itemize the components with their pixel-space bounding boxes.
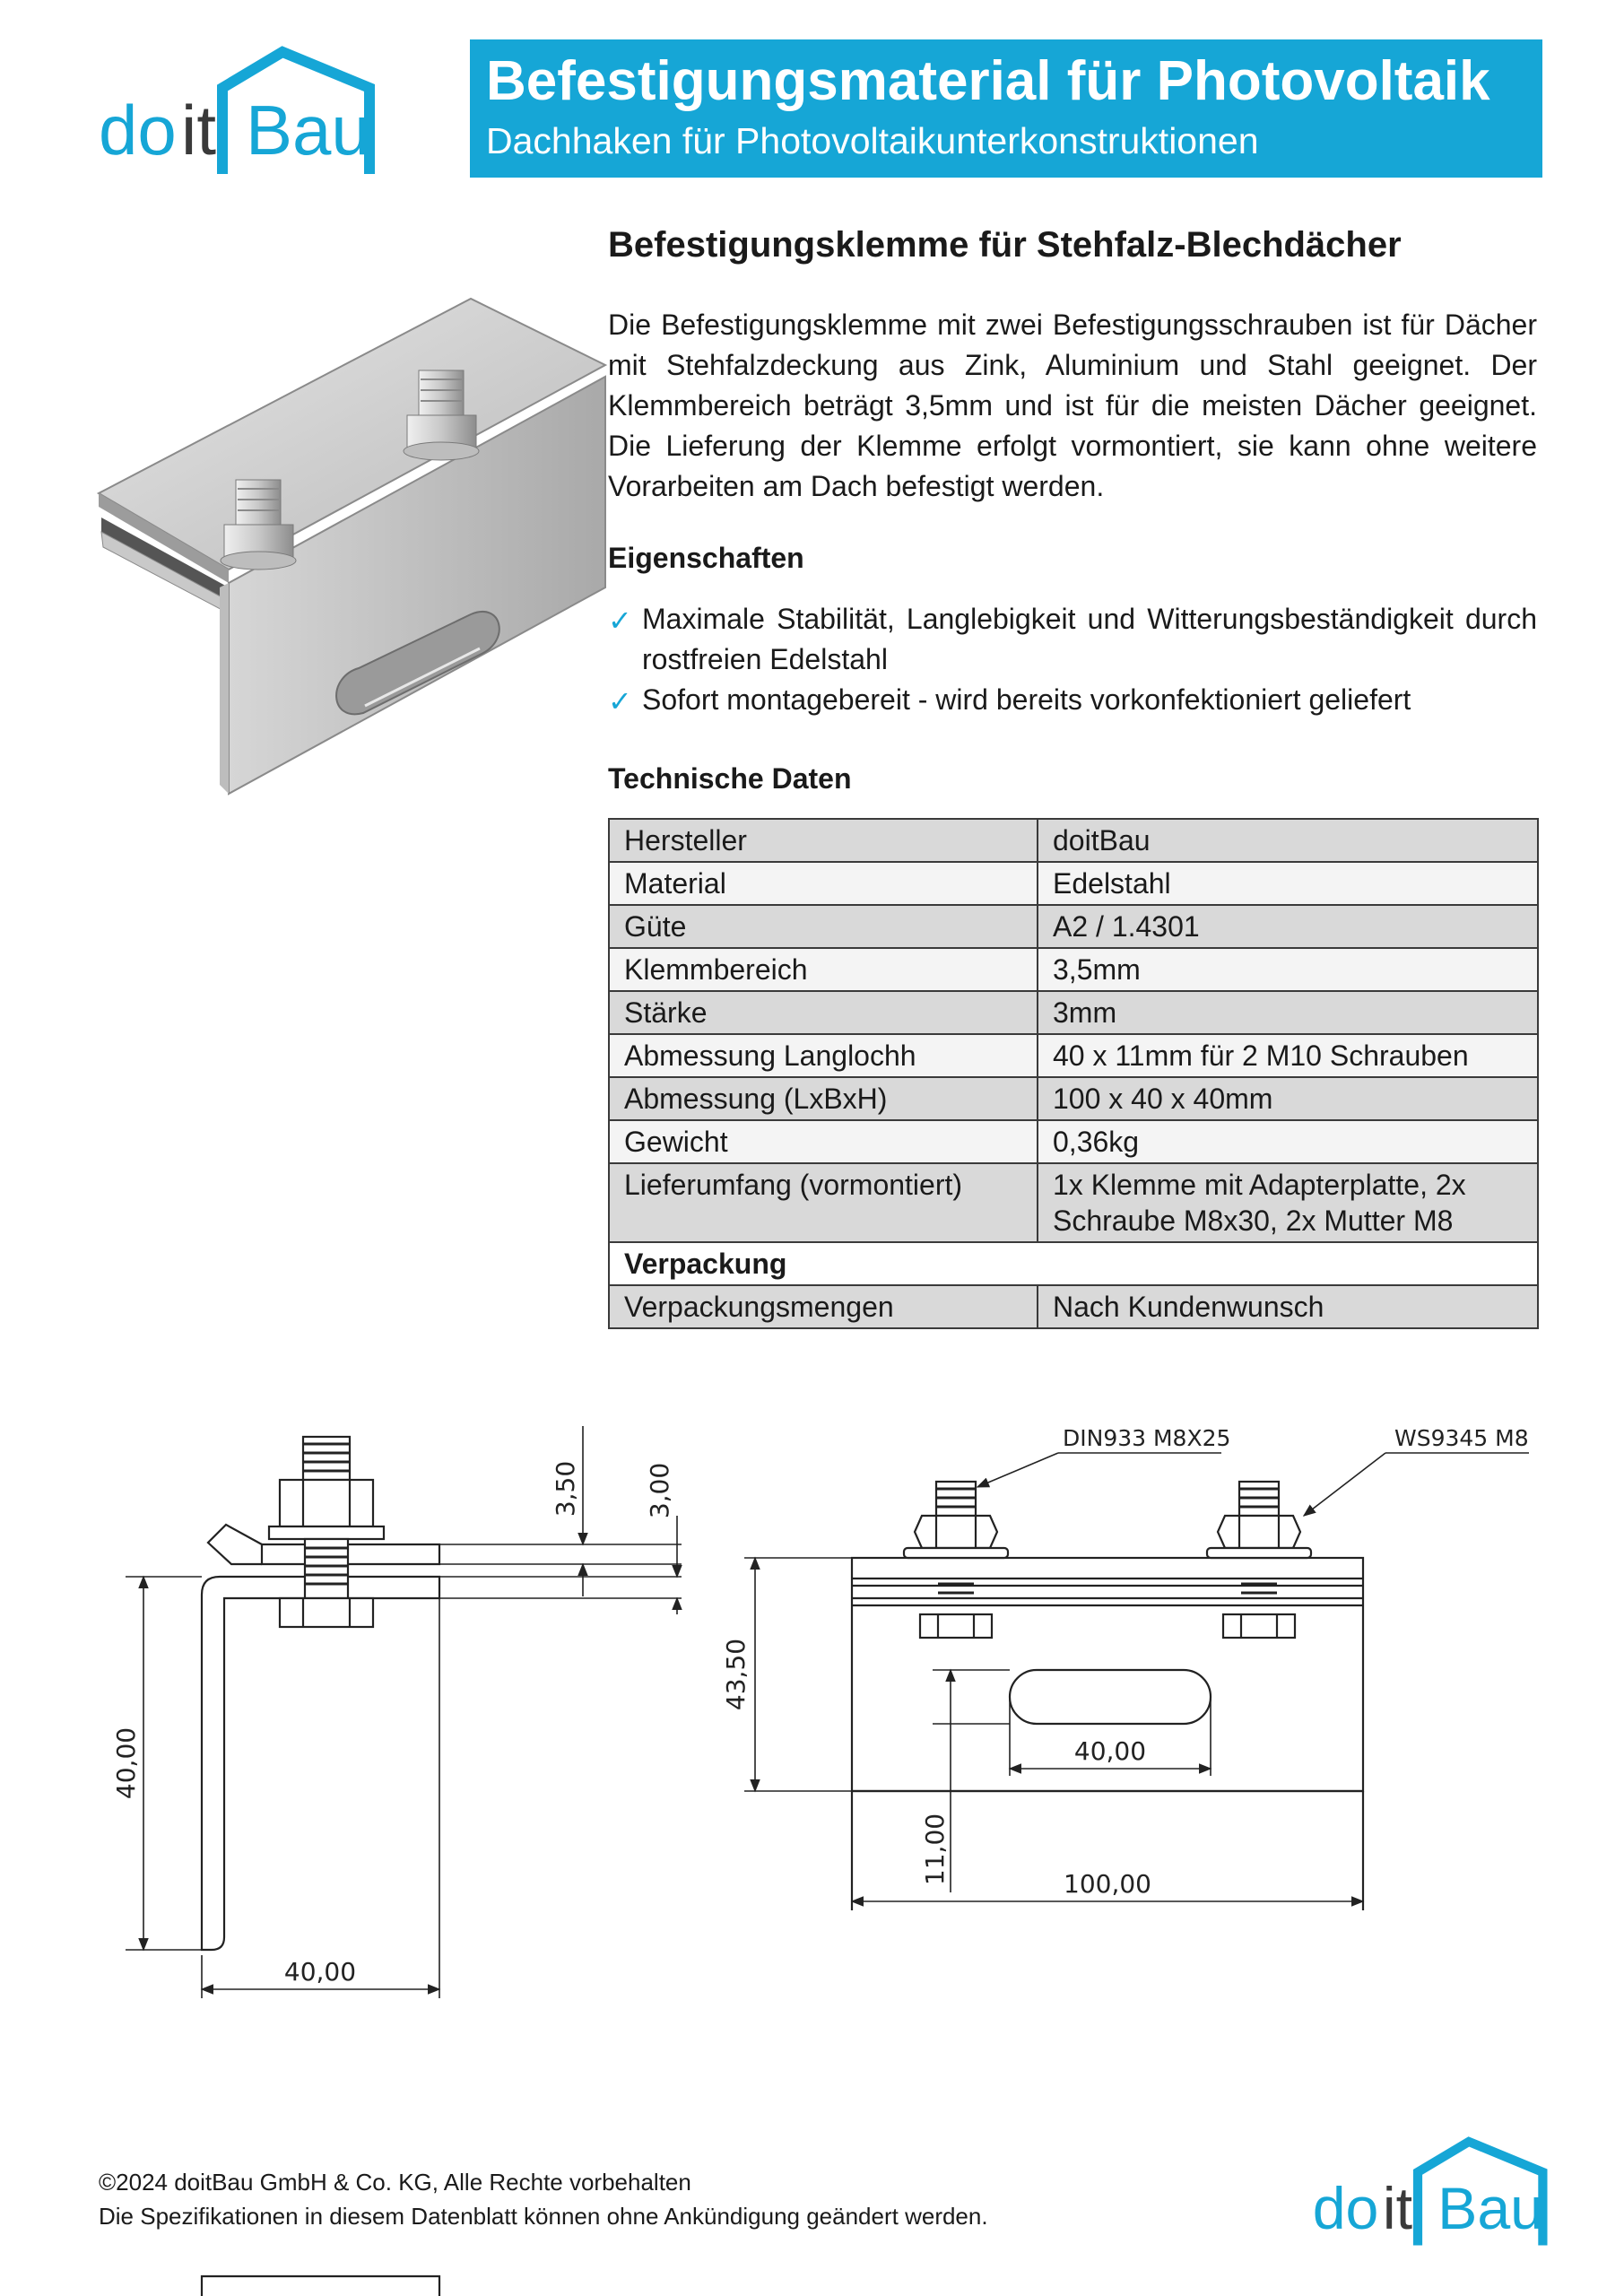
spec-value: doitBau (1038, 819, 1538, 862)
product-image (94, 291, 610, 798)
table-row (609, 991, 1538, 1034)
front-view (744, 1453, 1529, 1910)
check-icon: ✓ (608, 685, 632, 718)
dim-height-side: 40,00 (111, 1726, 141, 1800)
spec-label: Hersteller (609, 819, 1038, 862)
dim-slot-length: 40,00 (1073, 1736, 1147, 1766)
packaging-heading: Verpackung (609, 1242, 1538, 1285)
spec-label: Güte (609, 905, 1038, 948)
spec-value: 100 x 40 x 40mm (1038, 1077, 1538, 1120)
list-item (608, 599, 1537, 680)
footer-disclaimer: Die Spezifikationen in diesem Datenblatt können ohne Ankündigung geändert werden. (99, 2203, 988, 2230)
product-title: Befestigungsklemme für Stehfalz-Blechdächer (608, 225, 1402, 265)
header-subtitle: Dachhaken für Photovoltaikunterkonstruktionen (486, 120, 1259, 161)
spec-value: A2 / 1.4301 (1038, 905, 1538, 948)
dim-height-front: 43,50 (721, 1638, 751, 1711)
features-list (608, 599, 1537, 720)
specs-table (608, 818, 1539, 1329)
dim-thickness: 3,00 (645, 1462, 674, 1519)
spec-value: 40 x 11mm für 2 M10 Schrauben (1038, 1034, 1538, 1077)
spec-label: Klemmbereich (609, 948, 1038, 991)
brand-logo (97, 39, 384, 183)
table-row (609, 1077, 1538, 1120)
technical-drawing (0, 1399, 1624, 1987)
spec-label: Abmessung (LxBxH) (609, 1077, 1038, 1120)
table-row (609, 1034, 1538, 1077)
spec-value: Nach Kundenwunsch (1038, 1285, 1538, 1328)
logo-do: do (99, 91, 177, 170)
spec-value: 1x Klemme mit Adapterplatte, 2x Schraube M8x30, 2x Mutter M8 (1038, 1163, 1538, 1242)
logo-it: it (1382, 2175, 1413, 2242)
spec-label: Verpackungsmengen (609, 1285, 1038, 1328)
spec-label: Abmessung Langlochh (609, 1034, 1038, 1077)
check-icon: ✓ (608, 604, 632, 637)
table-row (609, 905, 1538, 948)
spec-label: Lieferumfang (vormontiert) (609, 1163, 1038, 1242)
feature-text: Sofort montagebereit - wird bereits vorkonfektioniert geliefert (642, 683, 1411, 716)
table-row (609, 948, 1538, 991)
header-title: Befestigungsmaterial für Photovoltaik (486, 50, 1490, 112)
logo-do: do (1312, 2175, 1379, 2242)
product-description: Die Befestigungsklemme mit zwei Befestigungsschrauben ist für Dächer mit Stehfalzdeckung aus Zink, Aluminium und Stahl geeignet. Der Klemmbereich beträgt 3,5mm und ist für die meisten Dächer geeignet. Die Lieferung der Klemme erfolgt vormontiert, sie kann ohne weitere Vorarbeiten am Dach befestigt werden. (608, 309, 1537, 502)
spec-label: Gewicht (609, 1120, 1038, 1163)
label-washer: WS9345 M8 (1394, 1425, 1529, 1451)
table-section-row (609, 1242, 1538, 1285)
specs-heading: Technische Daten (608, 762, 852, 795)
label-screw: DIN933 M8X25 (1063, 1425, 1231, 1451)
logo-bau: Bau (1437, 2175, 1544, 2242)
table-row (609, 1285, 1538, 1328)
spec-value: 3,5mm (1038, 948, 1538, 991)
spec-value: 0,36kg (1038, 1120, 1538, 1163)
table-row (609, 862, 1538, 905)
footer-copyright: ©2024 doitBau GmbH & Co. KG, Alle Rechte vorbehalten (99, 2169, 691, 2196)
logo-bau: Bau (246, 91, 370, 170)
dim-slot-width: 11,00 (920, 1813, 950, 1886)
spec-value: Edelstahl (1038, 862, 1538, 905)
table-row (609, 819, 1538, 862)
side-view (202, 2276, 439, 2296)
spec-label: Stärke (609, 991, 1038, 1034)
footer (99, 2165, 988, 2233)
logo-it: it (181, 91, 216, 170)
feature-text: Maximale Stabilität, Langlebigkeit und Witterungsbeständigkeit durch rostfreien Edelstahl (642, 603, 1537, 675)
header-banner (470, 39, 1542, 178)
table-row (609, 1120, 1538, 1163)
dim-clamp-range: 3,50 (551, 1460, 580, 1518)
features-heading: Eigenschaften (608, 542, 804, 574)
spec-label: Material (609, 862, 1038, 905)
brand-logo-footer (1311, 2131, 1555, 2253)
dim-length: 100,00 (1064, 1869, 1151, 1899)
spec-value: 3mm (1038, 991, 1538, 1034)
dim-width-side: 40,00 (283, 1957, 357, 1987)
list-item (608, 680, 1537, 720)
table-row (609, 1163, 1538, 1242)
